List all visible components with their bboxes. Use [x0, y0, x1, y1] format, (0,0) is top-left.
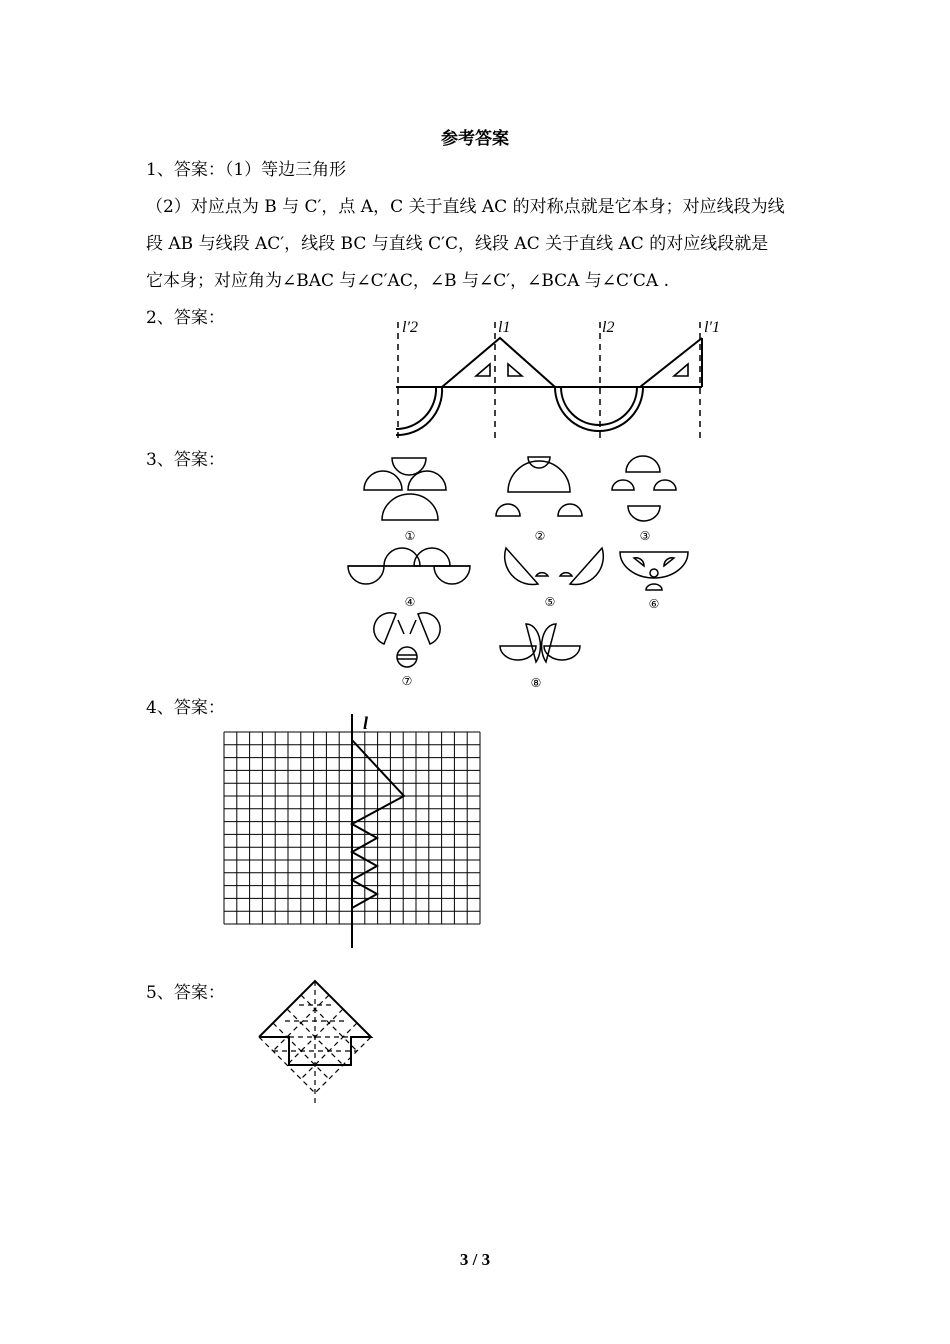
- q2-small-triangle: [476, 364, 490, 376]
- q5-label: 5、答案：: [146, 983, 225, 1003]
- q2-axis-label: l2: [602, 319, 615, 336]
- q3-fig-number: ②: [534, 529, 546, 543]
- q4-axis-label: l: [363, 713, 369, 733]
- q3-fig-number: ④: [404, 595, 416, 609]
- q3-fig-number: ⑧: [530, 676, 542, 690]
- q3-fig-number: ①: [404, 529, 416, 543]
- q2-triangle-1: [442, 338, 555, 387]
- q3-fig-number: ⑦: [401, 674, 413, 688]
- q5-figure: [255, 975, 395, 1110]
- page-title: 参考答案: [441, 129, 509, 149]
- q3-figures: [340, 450, 700, 695]
- q1-line4: 它本身；对应角为∠BAC 与∠C′AC，∠B 与∠C′，∠BCA 与∠C′CA .: [146, 271, 670, 291]
- q1-line3: 段 AB 与线段 AC′，线段 BC 与直线 C′C，线段 AC 关于直线 AC 的对应线段就是: [146, 234, 769, 254]
- q4-grid-figure: [220, 712, 485, 952]
- q2-axis-label: l1: [498, 319, 511, 336]
- q3-fig-number: ⑤: [544, 595, 556, 609]
- q2-axis-label: l′1: [704, 319, 720, 336]
- q1-line2: （2）对应点为 B 与 C′，点 A，C 关于直线 AC 的对称点就是它本身；对应线段为线: [146, 197, 785, 217]
- q4-label: 4、答案：: [146, 698, 225, 718]
- q2-label: 2、答案：: [146, 308, 225, 328]
- q2-triangle-2: [640, 338, 702, 387]
- q2-axis-label: l′2: [402, 319, 418, 336]
- q1-line1: 1、答案：（1）等边三角形: [146, 160, 347, 180]
- q2-figure: [390, 310, 720, 445]
- q2-small-triangle: [508, 364, 522, 376]
- q3-label: 3、答案：: [146, 450, 225, 470]
- page-number: 3 / 3: [459, 1250, 491, 1269]
- q3-fig-number: ③: [639, 529, 651, 543]
- q3-fig-number: ⑥: [648, 597, 660, 611]
- q2-small-triangle: [674, 364, 688, 376]
